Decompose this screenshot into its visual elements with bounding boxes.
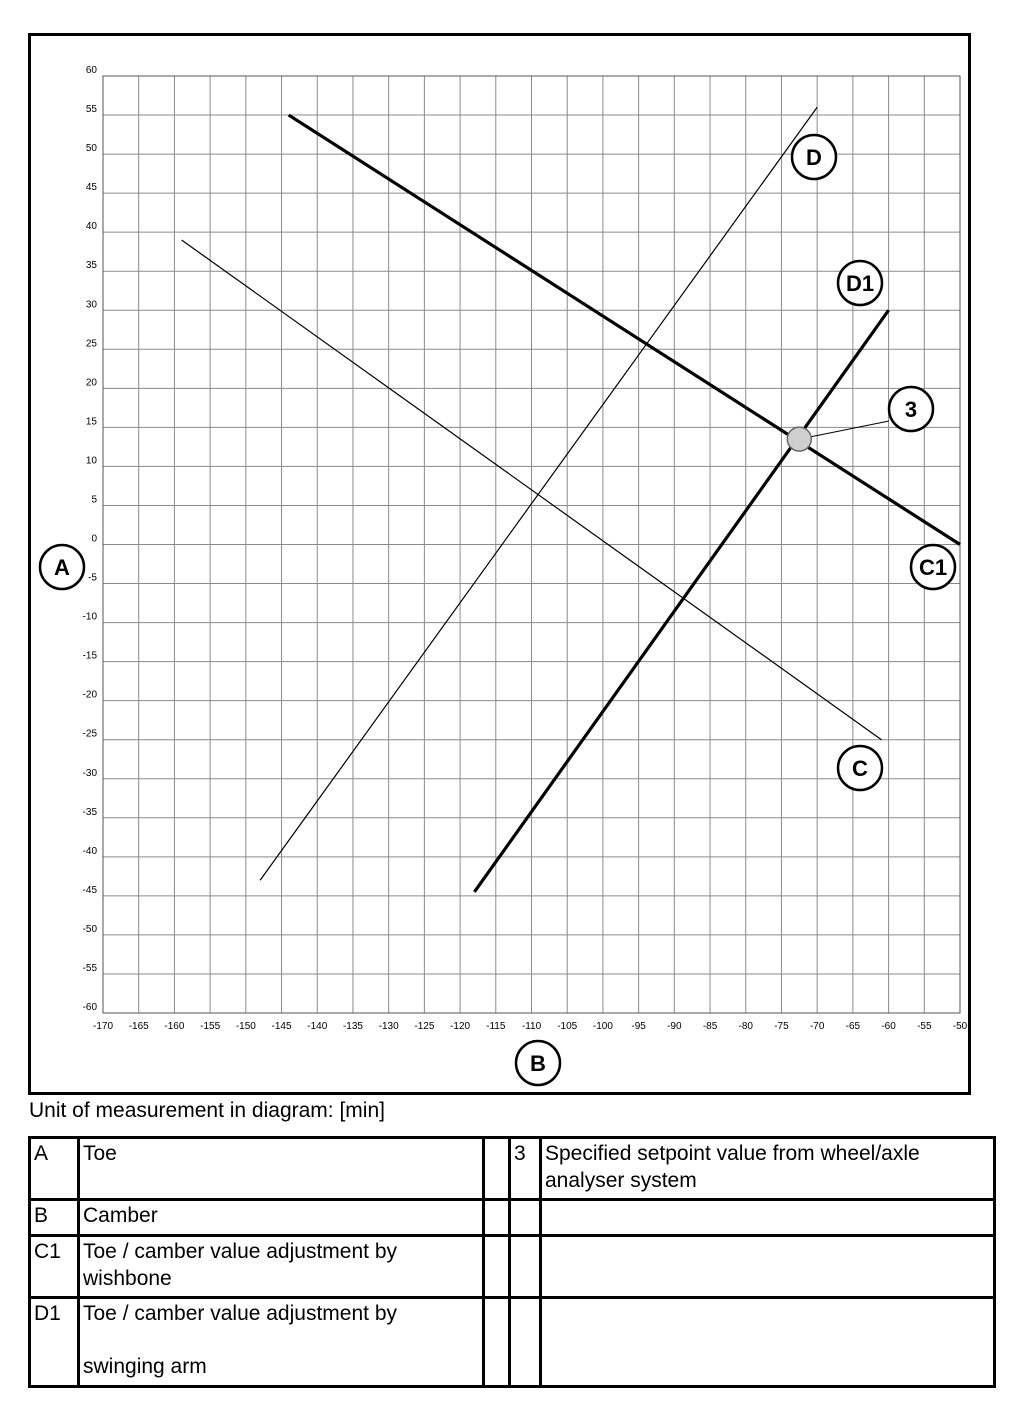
- x-tick-label: -55: [917, 1021, 932, 1032]
- legend-gap: [484, 1298, 510, 1386]
- y-tick-label: -10: [82, 611, 97, 623]
- legend-gap: [484, 1200, 510, 1236]
- legend-row: [30, 1138, 995, 1200]
- y-tick-label: 50: [85, 143, 97, 155]
- y-axis-marker: A: [54, 555, 70, 580]
- x-tick-label: -135: [342, 1021, 363, 1032]
- toe-camber-chart: [31, 36, 968, 1092]
- y-tick-label: 10: [85, 455, 97, 467]
- legend-description: Toe / camber value adjustment by wishbone: [79, 1235, 484, 1297]
- y-tick-label: 0: [91, 533, 97, 545]
- x-tick-label: -95: [631, 1021, 646, 1032]
- x-tick-label: -115: [486, 1021, 506, 1032]
- legend-description: [79, 1298, 484, 1386]
- series-label-d1: D1: [845, 271, 875, 296]
- unit-note: Unit of measurement in diagram: [min]: [29, 1099, 385, 1122]
- x-tick-label: -120: [450, 1021, 471, 1032]
- legend-key: B: [30, 1200, 79, 1236]
- legend-description: Camber: [79, 1200, 484, 1236]
- legend-key-2: [510, 1235, 541, 1297]
- legend-gap: [484, 1235, 510, 1297]
- y-tick-label: -45: [82, 884, 97, 896]
- series-line-d1: [474, 310, 888, 892]
- x-tick-label: -155: [200, 1021, 221, 1032]
- x-tick-label: -60: [881, 1021, 896, 1032]
- y-tick-label: -5: [88, 572, 97, 584]
- y-tick-label: 20: [85, 377, 97, 389]
- legend-key: A: [30, 1138, 79, 1200]
- x-tick-label: -150: [235, 1021, 256, 1032]
- y-tick-label: -40: [82, 845, 97, 857]
- x-tick-label: -80: [738, 1021, 753, 1032]
- x-tick-label: -165: [128, 1021, 149, 1032]
- x-tick-label: -90: [667, 1021, 682, 1032]
- x-tick-label: -145: [271, 1021, 292, 1032]
- legend-table: [28, 1136, 996, 1388]
- legend-key-2: [510, 1200, 541, 1236]
- legend-key: C1: [30, 1235, 79, 1297]
- y-tick-label: -60: [82, 1002, 97, 1013]
- y-tick-label: -50: [82, 923, 97, 935]
- legend-description-line: swinging arm: [83, 1354, 207, 1378]
- y-tick-label: -55: [82, 962, 97, 974]
- x-tick-label: -130: [378, 1021, 399, 1032]
- y-tick-label: 30: [85, 299, 97, 311]
- x-tick-label: -70: [809, 1021, 825, 1032]
- x-tick-label: -170: [92, 1021, 114, 1032]
- legend-description-2: [541, 1200, 995, 1236]
- marker-label-3: 3: [904, 397, 918, 422]
- x-tick-label: -110: [521, 1021, 542, 1032]
- y-tick-label: -30: [82, 767, 97, 779]
- series-label-d: D: [806, 145, 822, 170]
- legend-key-2: [510, 1298, 541, 1386]
- x-tick-label: -65: [845, 1021, 861, 1032]
- y-tick-label: 40: [85, 221, 97, 233]
- y-tick-label: 15: [85, 416, 97, 428]
- legend-description: Toe: [79, 1138, 484, 1200]
- legend-key-2: 3: [510, 1138, 541, 1200]
- series-label-c: C: [852, 756, 868, 781]
- y-tick-label: 35: [85, 260, 97, 272]
- x-axis-marker: B: [530, 1051, 546, 1076]
- y-tick-label: 5: [91, 494, 97, 506]
- legend-description-2: [541, 1298, 995, 1386]
- legend-row: [30, 1298, 995, 1386]
- x-tick-label: -100: [592, 1021, 613, 1032]
- y-tick-label: 25: [85, 338, 97, 350]
- series-line-d: [260, 107, 817, 880]
- chart-frame: [28, 33, 971, 1095]
- y-tick-label: 60: [85, 65, 97, 76]
- legend-row: [30, 1200, 995, 1236]
- legend-description-2: [541, 1235, 995, 1297]
- legend-key: D1: [30, 1298, 79, 1386]
- setpoint-marker: [787, 427, 811, 451]
- x-tick-label: -160: [164, 1021, 185, 1032]
- y-tick-label: -20: [82, 689, 97, 701]
- y-tick-label: -15: [82, 650, 97, 662]
- x-tick-label: -85: [702, 1021, 718, 1032]
- legend-gap: [484, 1138, 510, 1200]
- legend-row: [30, 1235, 995, 1297]
- y-tick-label: 45: [85, 182, 97, 194]
- x-tick-label: -50: [952, 1021, 968, 1032]
- x-tick-label: -140: [307, 1021, 328, 1032]
- x-tick-label: -105: [557, 1021, 578, 1032]
- series-line-c1: [289, 115, 960, 544]
- series-label-c1: C1: [918, 555, 948, 580]
- marker-leader-line: [799, 421, 889, 439]
- y-tick-label: -35: [82, 806, 97, 818]
- legend-description-2: Specified setpoint value from wheel/axle analyser system: [541, 1138, 995, 1200]
- y-tick-label: -25: [82, 728, 97, 740]
- x-tick-label: -125: [414, 1021, 435, 1032]
- y-tick-label: 55: [85, 104, 97, 116]
- legend-description-line: Toe / camber value adjustment by: [83, 1302, 397, 1326]
- x-tick-label: -75: [774, 1021, 789, 1032]
